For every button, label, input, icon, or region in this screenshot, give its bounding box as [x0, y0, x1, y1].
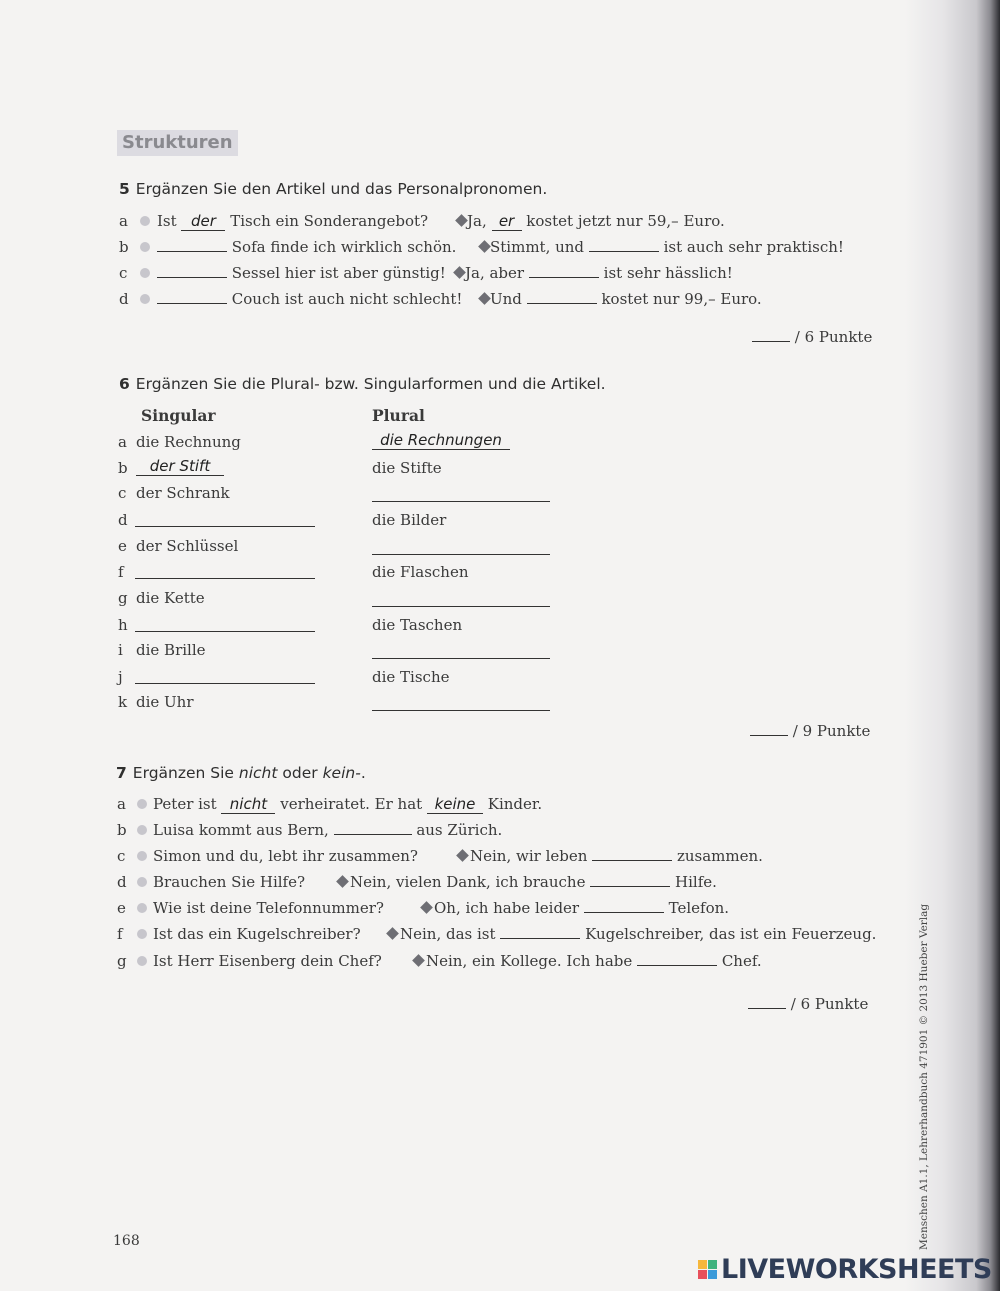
exercise-7-answer — [400, 924, 876, 944]
singular-word: die Rechnung — [136, 433, 241, 451]
exercise-5-sentence — [157, 211, 428, 231]
text: Stimmt, und — [490, 238, 585, 256]
text: Ja, aber — [465, 264, 525, 282]
row-letter: a — [118, 433, 127, 451]
singular-blank[interactable] — [135, 578, 315, 579]
bullet-dot-icon — [137, 877, 147, 887]
answer-diamond-icon — [453, 266, 466, 279]
text: Wie ist deine Telefonnummer? — [153, 899, 384, 917]
answer-diamond-icon — [420, 901, 433, 914]
text: Telefon. — [668, 899, 730, 917]
copyright-notice: Menschen A1.1, Lehrerhandbuch 471901 © 2013 Hueber Verlag — [918, 903, 930, 1250]
singular-word: die Uhr — [136, 693, 194, 711]
row-letter: a — [119, 212, 128, 230]
bullet-dot-icon — [137, 956, 147, 966]
text: kostet nur 99,– Euro. — [601, 290, 762, 308]
nicht-kein-blank[interactable] — [500, 924, 580, 939]
plural-answer[interactable]: die Rechnungen — [372, 432, 510, 450]
exercise-7-question — [153, 924, 361, 944]
exercise-7-question — [153, 846, 418, 866]
liveworksheets-logo — [698, 1254, 992, 1285]
logo-square — [708, 1270, 717, 1279]
logo-square — [698, 1270, 707, 1279]
text: kostet jetzt nur 59,– Euro. — [526, 212, 725, 230]
exercise-5-sentence — [157, 263, 446, 283]
nicht-kein-blank[interactable] — [590, 872, 670, 887]
exercise-5-answer — [490, 237, 844, 257]
singular-word: der Schrank — [136, 484, 230, 502]
exercise-5-heading: 5 Ergänzen Sie den Artikel und das Personalpronomen. — [119, 180, 548, 198]
text: Hilfe. — [675, 873, 717, 891]
row-letter: d — [119, 290, 129, 308]
answer-diamond-icon — [478, 292, 491, 305]
exercise-5-answer — [465, 263, 733, 283]
article-blank[interactable] — [157, 263, 227, 278]
article-blank[interactable] — [157, 237, 227, 252]
text: Oh, ich habe leider — [434, 899, 580, 917]
exercise-7-answer — [434, 898, 729, 918]
row-letter: i — [118, 641, 123, 659]
answer-diamond-icon — [386, 927, 399, 940]
exercise-6-heading: 6 Ergänzen Sie die Plural- bzw. Singularformen und die Artikel. — [119, 375, 606, 393]
bullet-dot-icon — [137, 851, 147, 861]
row-letter: c — [118, 484, 127, 502]
nicht-kein-blank[interactable] — [592, 846, 672, 861]
section-title: Strukturen — [117, 130, 238, 156]
plural-word: die Stifte — [372, 459, 442, 477]
pronoun-blank[interactable] — [589, 237, 659, 252]
singular-blank[interactable] — [135, 683, 315, 684]
answer-diamond-icon — [336, 875, 349, 888]
nicht-kein-blank[interactable] — [584, 898, 664, 913]
text: Und — [490, 290, 522, 308]
singular-word: die Brille — [136, 641, 206, 659]
text: Ist das ein Kugelschreiber? — [153, 925, 361, 943]
singular-word: der Schlüssel — [136, 537, 239, 555]
exercise-7-answer — [470, 846, 763, 866]
row-letter: k — [118, 693, 128, 711]
row-letter: b — [118, 459, 128, 477]
nicht-kein-blank[interactable] — [637, 951, 717, 966]
answer-diamond-icon — [412, 954, 425, 967]
pronoun-blank[interactable] — [529, 263, 599, 278]
row-letter: e — [117, 899, 126, 917]
row-letter: c — [117, 847, 126, 865]
bullet-dot-icon — [137, 929, 147, 939]
singular-blank[interactable] — [135, 631, 315, 632]
score-blank[interactable] — [752, 327, 790, 342]
text: Nein, das ist — [400, 925, 496, 943]
text: ist sehr hässlich! — [603, 264, 733, 282]
logo-square — [698, 1260, 707, 1269]
singular-blank[interactable] — [135, 526, 315, 527]
exercise-7-question — [153, 898, 384, 918]
exercise-7-answer — [426, 951, 762, 971]
text: ist auch sehr praktisch! — [663, 238, 844, 256]
text: Tisch ein Sonderangebot? — [230, 212, 429, 230]
text: Ist Herr Eisenberg dein Chef? — [153, 952, 382, 970]
exercise-7-heading: 7 Ergänzen Sie nicht oder kein-. — [116, 764, 366, 782]
text: Kugelschreiber, das ist ein Feuerzeug. — [585, 925, 877, 943]
row-letter: b — [117, 821, 127, 839]
row-letter: g — [117, 952, 127, 970]
logo-squares-icon — [698, 1260, 717, 1279]
exercise-7-answer — [350, 872, 717, 892]
text: Nein, ein Kollege. Ich habe — [426, 952, 633, 970]
text: Nein, vielen Dank, ich brauche — [350, 873, 586, 891]
exercise-7-question — [153, 872, 305, 892]
bullet-dot-icon — [140, 242, 150, 252]
bullet-dot-icon — [137, 825, 147, 835]
plural-blank[interactable] — [372, 658, 550, 659]
plural-blank[interactable] — [372, 501, 550, 502]
text: Brauchen Sie Hilfe? — [153, 873, 306, 891]
text: Luisa kommt aus Bern, — [153, 821, 329, 839]
plural-blank[interactable] — [372, 710, 550, 711]
text: Nein, wir leben — [470, 847, 588, 865]
answer-diamond-icon — [478, 240, 491, 253]
pronoun-blank[interactable]: er — [492, 213, 522, 231]
plural-word: die Tische — [372, 668, 450, 686]
bullet-dot-icon — [140, 216, 150, 226]
text: Peter ist — [153, 795, 217, 813]
row-letter: f — [117, 925, 123, 943]
row-letter: f — [118, 563, 124, 581]
text: Chef. — [721, 952, 762, 970]
singular-column-header: Singular — [141, 406, 216, 425]
text: zusammen. — [676, 847, 763, 865]
bullet-dot-icon — [140, 268, 150, 278]
text: Couch ist auch nicht schlecht! — [231, 290, 463, 308]
exercise-5-sentence — [157, 237, 456, 257]
exercise-5-sentence — [157, 289, 462, 309]
text: aus Zürich. — [416, 821, 503, 839]
brand-name: LIVEWORKSHEETS — [721, 1254, 992, 1285]
exercise-7-question — [153, 820, 502, 840]
nicht-kein-blank[interactable]: keine — [427, 796, 483, 814]
score-blank[interactable] — [750, 721, 788, 736]
row-letter: a — [117, 795, 126, 813]
text: Simon und du, lebt ihr zusammen? — [153, 847, 418, 865]
row-letter: j — [118, 668, 123, 686]
plural-word: die Bilder — [372, 511, 447, 529]
page-number: 168 — [113, 1233, 140, 1249]
exercise-5-answer — [490, 289, 762, 309]
plural-word: die Taschen — [372, 616, 463, 634]
text: Ja, — [467, 212, 487, 230]
bullet-dot-icon — [137, 903, 147, 913]
row-letter: b — [119, 238, 129, 256]
exercise-7-question — [153, 951, 382, 971]
text: verheiratet. Er hat — [280, 795, 423, 813]
singular-word: die Kette — [136, 589, 205, 607]
bullet-dot-icon — [140, 294, 150, 304]
text: Kinder. — [487, 795, 543, 813]
exercise-7-points: / 6 Punkte — [748, 994, 868, 1013]
plural-word: die Flaschen — [372, 563, 469, 581]
row-letter: h — [118, 616, 128, 634]
plural-column-header: Plural — [372, 406, 425, 425]
bullet-dot-icon — [137, 799, 147, 809]
row-letter: c — [119, 264, 128, 282]
plural-blank[interactable] — [372, 606, 550, 607]
row-letter: d — [118, 511, 128, 529]
article-blank[interactable] — [157, 289, 227, 304]
answer-diamond-icon — [455, 214, 468, 227]
text: Ist — [157, 212, 177, 230]
row-letter: e — [118, 537, 127, 555]
text: Sofa finde ich wirklich schön. — [231, 238, 457, 256]
exercise-7-question — [153, 794, 542, 814]
exercise-5-answer — [467, 211, 725, 231]
article-blank[interactable]: der — [181, 213, 225, 231]
row-letter: d — [117, 873, 127, 891]
score-blank[interactable] — [748, 994, 786, 1009]
pronoun-blank[interactable] — [527, 289, 597, 304]
logo-square — [708, 1260, 717, 1269]
plural-blank[interactable] — [372, 554, 550, 555]
text: Sessel hier ist aber günstig! — [231, 264, 446, 282]
singular-answer[interactable]: der Stift — [136, 458, 224, 476]
row-letter: g — [118, 589, 128, 607]
exercise-5-points: / 6 Punkte — [752, 327, 872, 346]
answer-diamond-icon — [456, 849, 469, 862]
nicht-kein-blank[interactable]: nicht — [221, 796, 275, 814]
nicht-kein-blank[interactable] — [334, 820, 412, 835]
exercise-6-points: / 9 Punkte — [750, 721, 870, 740]
